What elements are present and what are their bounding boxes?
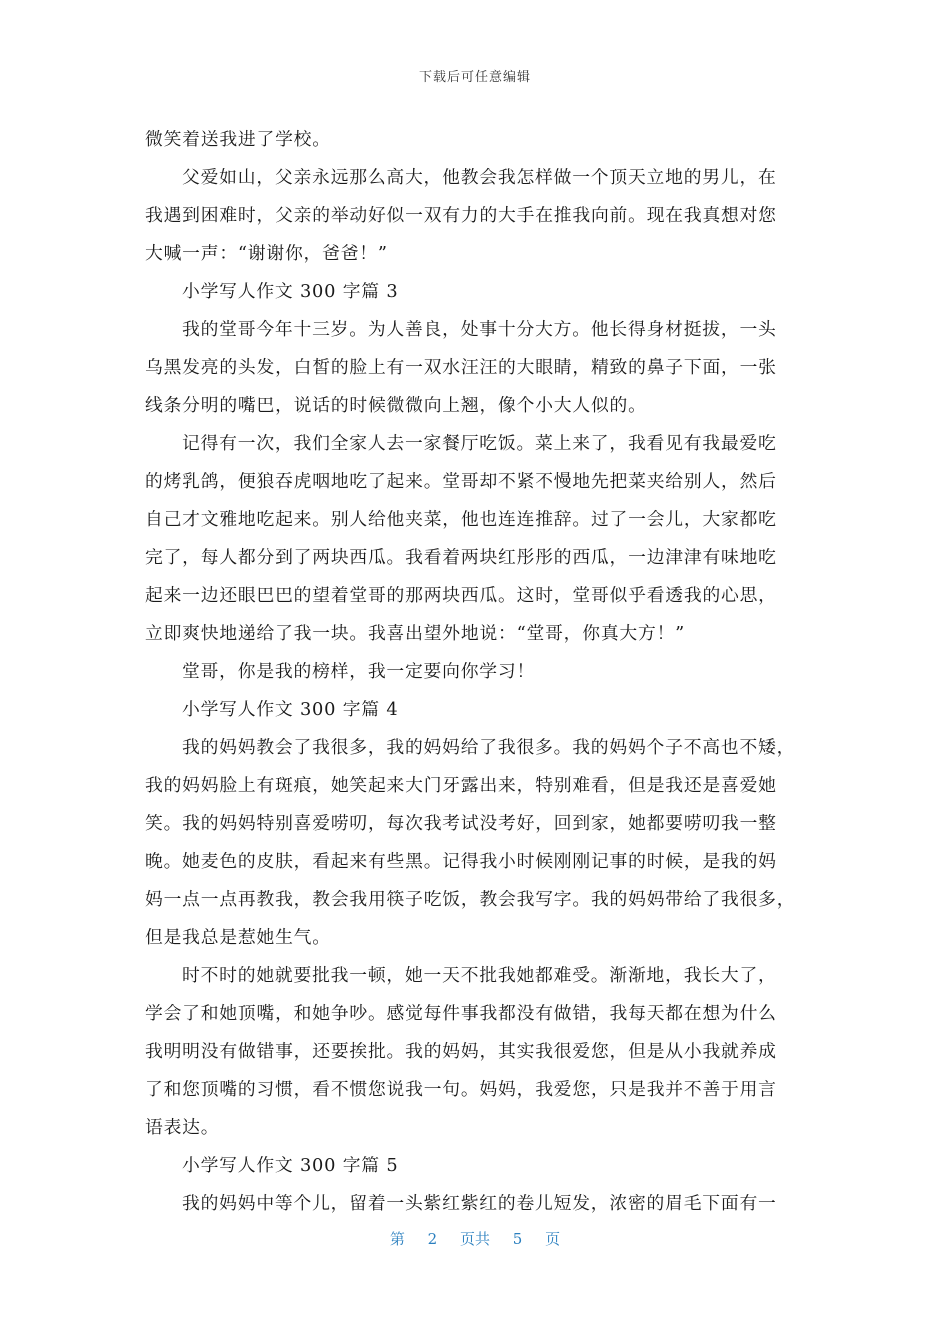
text-line: 笑。我的妈妈特别喜爱唠叨，每次我考试没考好，回到家，她都要唠叨我一整 bbox=[145, 813, 777, 834]
text-line: 记得有一次，我们全家人去一家餐厅吃饭。菜上来了，我看见有我最爱吃 bbox=[182, 433, 777, 454]
text-line: 我遇到困难时，父亲的举动好似一双有力的大手在推我向前。现在我真想对您 bbox=[145, 205, 777, 226]
text-line: 自己才文雅地吃起来。别人给他夹菜，他也连连推辞。过了一会儿，大家都吃 bbox=[145, 509, 777, 530]
text-line: 父爱如山，父亲永远那么高大，他教会我怎样做一个顶天立地的男儿，在 bbox=[182, 167, 777, 188]
text-line: 微笑着送我进了学校。 bbox=[145, 129, 331, 150]
text-line: 晚。她麦色的皮肤，看起来有些黑。记得我小时候刚刚记事的时候，是我的妈 bbox=[145, 851, 777, 872]
text-line: 线条分明的嘴巴，说话的时候微微向上翘，像个小大人似的。 bbox=[145, 395, 647, 416]
text-line: 我的妈妈中等个儿，留着一头紫红紫红的卷儿短发，浓密的眉毛下面有一 bbox=[182, 1193, 777, 1214]
document-body bbox=[145, 121, 807, 1223]
text-line: 我的堂哥今年十三岁。为人善良，处事十分大方。他长得身材挺拔，一头 bbox=[182, 319, 777, 340]
text-line: 了和您顶嘴的习惯，看不惯您说我一句。妈妈，我爱您，只是我并不善于用言 bbox=[145, 1079, 777, 1100]
text-line: 我的妈妈教会了我很多，我的妈妈给了我很多。我的妈妈个子不高也不矮， bbox=[182, 737, 796, 758]
text-line: 妈一点一点再教我，教会我用筷子吃饭，教会我写字。我的妈妈带给了我很多， bbox=[145, 889, 796, 910]
footer-suffix: 页 bbox=[545, 1230, 561, 1248]
text-line: 但是我总是惹她生气。 bbox=[145, 927, 331, 948]
text-line: 小学写人作文 300 字篇 5 bbox=[182, 1155, 399, 1176]
footer-prefix: 第 bbox=[389, 1230, 405, 1248]
text-line: 语表达。 bbox=[145, 1117, 220, 1138]
text-line: 乌黑发亮的头发，白皙的脸上有一双水汪汪的大眼睛，精致的鼻子下面，一张 bbox=[145, 357, 777, 378]
text-line: 堂哥，你是我的榜样，我一定要向你学习！ bbox=[182, 661, 536, 682]
text-line: 学会了和她顶嘴，和她争吵。感觉每件事我都没有做错，我每天都在想为什么 bbox=[145, 1003, 777, 1024]
text-line: 我的妈妈脸上有斑痕，她笑起来大门牙露出来，特别难看，但是我还是喜爱她 bbox=[145, 775, 777, 796]
text-line: 立即爽快地递给了我一块。我喜出望外地说：“堂哥，你真大方！” bbox=[145, 623, 686, 644]
text-line: 我明明没有做错事，还要挨批。我的妈妈，其实我很爱您，但是从小我就养成 bbox=[145, 1041, 777, 1062]
text-line: 小学写人作文 300 字篇 3 bbox=[182, 281, 399, 302]
page-header: 下载后可任意编辑 bbox=[418, 70, 531, 85]
footer-total-pages: 5 bbox=[512, 1230, 523, 1248]
text-line: 的烤乳鸽，便狼吞虎咽地吃了起来。堂哥却不紧不慢地先把菜夹给别人，然后 bbox=[145, 471, 777, 492]
footer-middle: 页共 bbox=[459, 1230, 490, 1248]
text-line: 完了，每人都分到了两块西瓜。我看着两块红彤彤的西瓜，一边津津有味地吃 bbox=[145, 547, 777, 568]
text-line: 时不时的她就要批我一顿，她一天不批我她都难受。渐渐地，我长大了， bbox=[182, 965, 777, 986]
page-footer bbox=[0, 1228, 950, 1249]
text-line: 起来一边还眼巴巴的望着堂哥的那两块西瓜。这时，堂哥似乎看透我的心思， bbox=[145, 585, 777, 606]
footer-current-page: 2 bbox=[427, 1230, 438, 1248]
text-line: 大喊一声：“谢谢你，爸爸！” bbox=[145, 243, 388, 264]
text-line: 小学写人作文 300 字篇 4 bbox=[182, 699, 399, 720]
